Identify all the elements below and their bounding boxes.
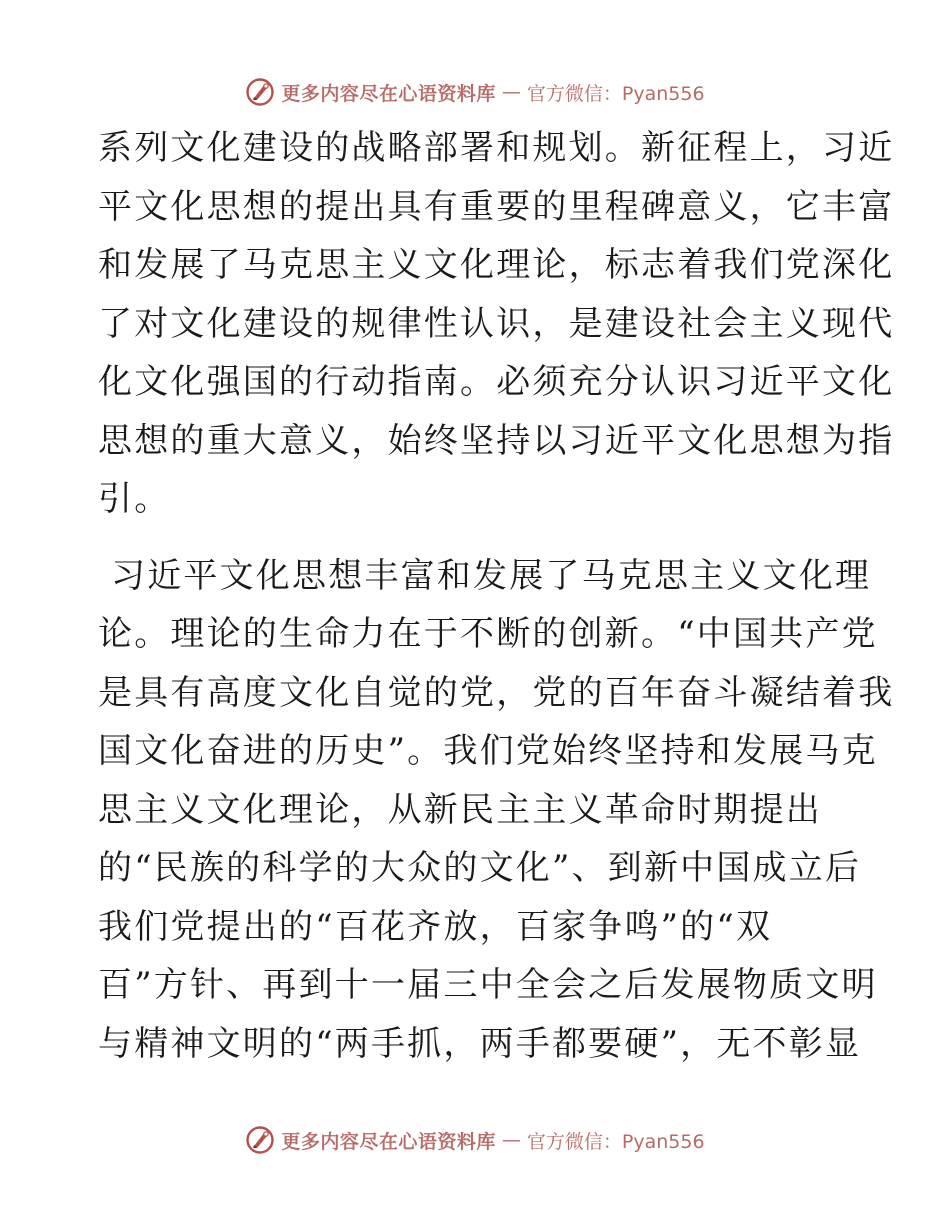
header-banner-text: 更多内容尽在心语资料库 — [281, 82, 496, 105]
footer-banner-text: 更多内容尽在心语资料库 — [281, 1130, 496, 1153]
paragraph-line: 习近平文化思想丰富和发展了马克思主义文化理 — [98, 555, 872, 596]
paragraph-2 — [98, 547, 895, 1074]
paragraph-line: 思想的重大意义，始终坚持以习近平文化思想为指 — [98, 420, 895, 461]
paragraph-line: 引。 — [98, 479, 171, 519]
header-banner-content — [245, 77, 704, 107]
footer-banner — [0, 1120, 950, 1160]
paragraph-line: 平文化思想的提出具有重要的里程碑意义，它丰富 — [98, 186, 895, 227]
paragraph-line: 百”方针、再到十一届三中全会之后发展物质文明 — [98, 965, 878, 1005]
paragraph-line: 和发展了马克思主义文化理论，标志着我们党深化 — [98, 245, 895, 285]
paragraph-line: 与精神文明的“两手抓，两手都要硬”，无不彰显 — [98, 1023, 862, 1064]
footer-banner-content — [245, 1125, 704, 1155]
paragraph-line: 我们党提出的“百花齐放，百家争鸣”的“双 — [98, 906, 773, 947]
footer-banner-dash: — — [501, 1129, 521, 1151]
header-banner-dash: — — [501, 81, 521, 103]
paragraph-1 — [98, 119, 895, 529]
paragraph-line: 思主义文化理论，从新民主主义革命时期提出 — [98, 789, 822, 830]
header-wechat-label: 官方微信：Pyan556 — [526, 82, 705, 105]
header-banner — [0, 72, 950, 112]
paragraph-line: 是具有高度文化自觉的党，党的百年奋斗凝结着我 — [98, 672, 895, 713]
paragraph-line: 系列文化建设的战略部署和规划。新征程上，习近 — [98, 128, 895, 168]
document-body — [98, 119, 895, 1073]
paragraph-line: 论。理论的生命力在于不断的创新。“中国共产党 — [98, 614, 878, 654]
paragraph-line: 的“民族的科学的大众的文化”、到新中国成立后 — [98, 848, 862, 888]
footer-wechat-label: 官方微信：Pyan556 — [526, 1130, 705, 1153]
paragraph-spacer — [98, 529, 858, 547]
brand-logo-icon — [245, 77, 275, 107]
paragraph-line: 化文化强国的行动指南。必须充分认识习近平文化 — [98, 362, 895, 402]
paragraph-line: 了对文化建设的规律性认识，是建设社会主义现代 — [98, 303, 895, 344]
paragraph-line: 国文化奋进的历史”。我们党始终坚持和发展马克 — [98, 731, 878, 771]
brand-logo-icon — [245, 1125, 275, 1155]
